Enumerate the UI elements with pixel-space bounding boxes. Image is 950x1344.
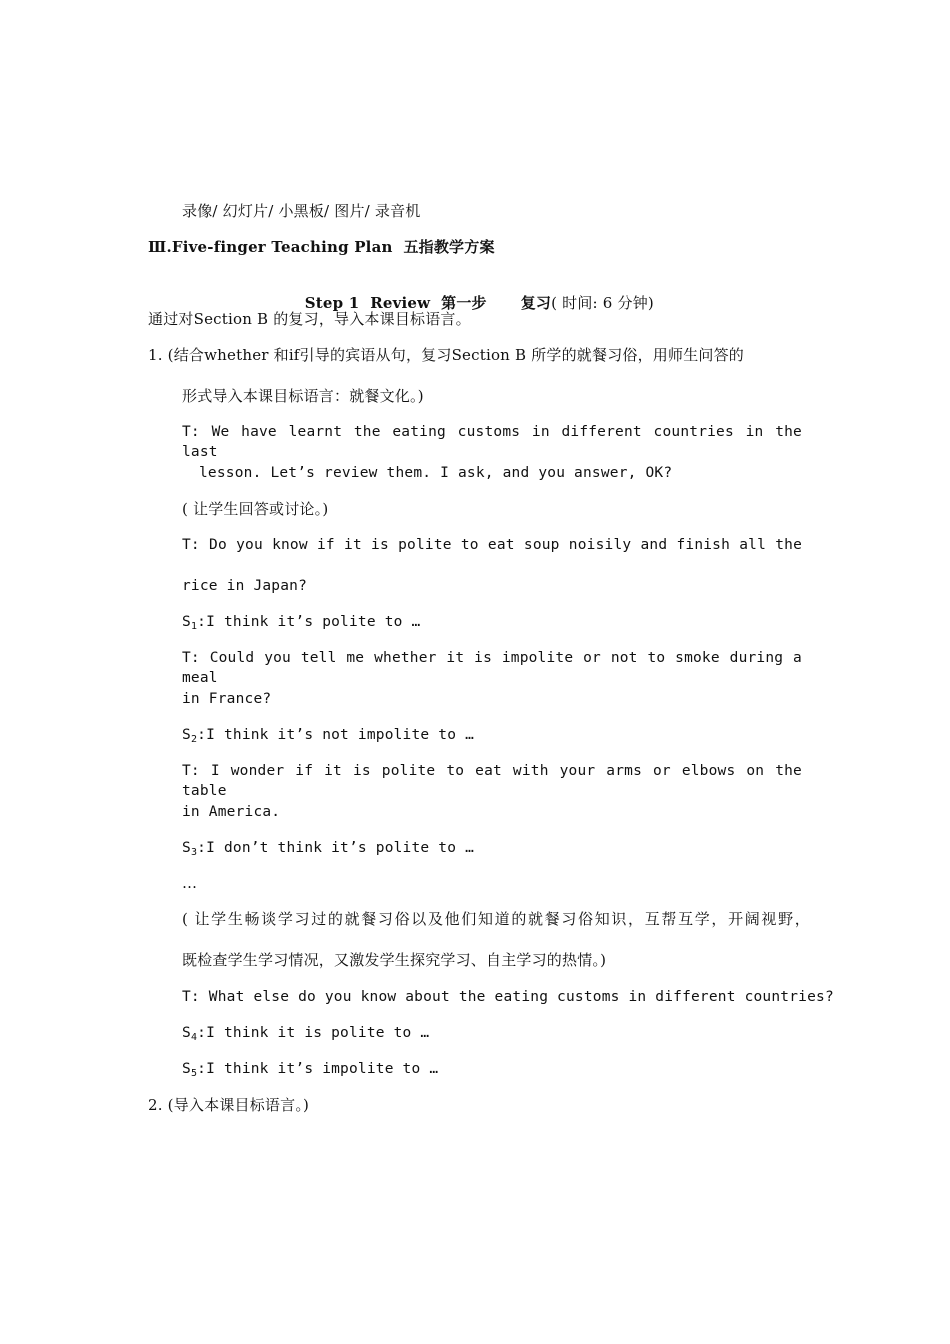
speaker-number: 1	[190, 621, 198, 632]
intro-line: 通过对Section B 的复习，导入本课目标语言。	[148, 310, 471, 328]
speaker-label: S	[182, 840, 191, 856]
student-text: :I don’t think it’s polite to …	[197, 840, 474, 856]
speaker-label: S	[182, 1061, 191, 1077]
speaker-label: S	[182, 614, 191, 630]
speaker-label: S	[182, 1025, 191, 1041]
teacher-line-1b: lesson. Let’s review them. I ask, and you answer, OK?	[199, 465, 673, 481]
student-text: :I think it is polite to …	[197, 1025, 430, 1041]
item1-line-a: 1. (结合whether 和if引导的宾语从句，复习Section B 所学的就餐习俗，用师生问答的	[148, 346, 744, 364]
speaker-number: 2	[190, 734, 198, 745]
item1-line-b: 形式导入本课目标语言：就餐文化。)	[182, 387, 424, 405]
teacher-line-4b: in America.	[182, 804, 281, 820]
note-1: ( 让学生回答或讨论。)	[182, 500, 329, 518]
speaker-number: 4	[190, 1032, 198, 1043]
teacher-line-4a: T: I wonder if it is polite to eat with your arms or elbows on the table	[182, 763, 802, 799]
speaker-label: S	[182, 727, 191, 743]
speaker-number: 5	[190, 1068, 198, 1079]
teacher-line-2b: rice in Japan?	[182, 578, 308, 594]
student-line-1	[182, 612, 420, 637]
materials-line: 录像/ 幻灯片/ 小黑板/ 图片/ 录音机	[182, 202, 421, 220]
step1-label: Step 1 Review 第一步	[304, 294, 487, 312]
step1-title: 复习	[520, 294, 552, 312]
student-text: :I think it’s impolite to …	[197, 1061, 439, 1077]
teacher-line-3a: T: Could you tell me whether it is impolite or not to smoke during a meal	[182, 650, 802, 686]
student-line-5	[182, 1059, 438, 1084]
speaker-number: 3	[190, 847, 198, 858]
student-line-3	[182, 838, 474, 863]
student-line-4	[182, 1023, 429, 1048]
step1-time: ( 时间: 6 分钟)	[551, 294, 654, 312]
item2-line: 2. (导入本课目标语言。)	[148, 1096, 310, 1114]
ellipsis-line: …	[182, 874, 198, 892]
teacher-line-2a: T: Do you know if it is polite to eat soup noisily and finish all the	[182, 537, 802, 553]
teacher-line-5: T: What else do you know about the eating customs in different countries?	[182, 989, 834, 1005]
teacher-line-1a: T: We have learnt the eating customs in different countries in the last	[182, 424, 802, 460]
student-text: :I think it’s polite to …	[197, 614, 421, 630]
note-2b: 既检查学生学习情况，又激发学生探究学习、自主学习的热情。)	[182, 951, 607, 969]
student-line-2	[182, 725, 474, 750]
section-heading: Ⅲ.Five-finger Teaching Plan 五指教学方案	[148, 238, 495, 256]
note-2a: ( 让学生畅谈学习过的就餐习俗以及他们知道的就餐习俗知识，互帮互学，开阔视野，	[182, 910, 810, 928]
student-text: :I think it’s not impolite to …	[197, 727, 474, 743]
teacher-line-3b: in France?	[182, 691, 272, 707]
